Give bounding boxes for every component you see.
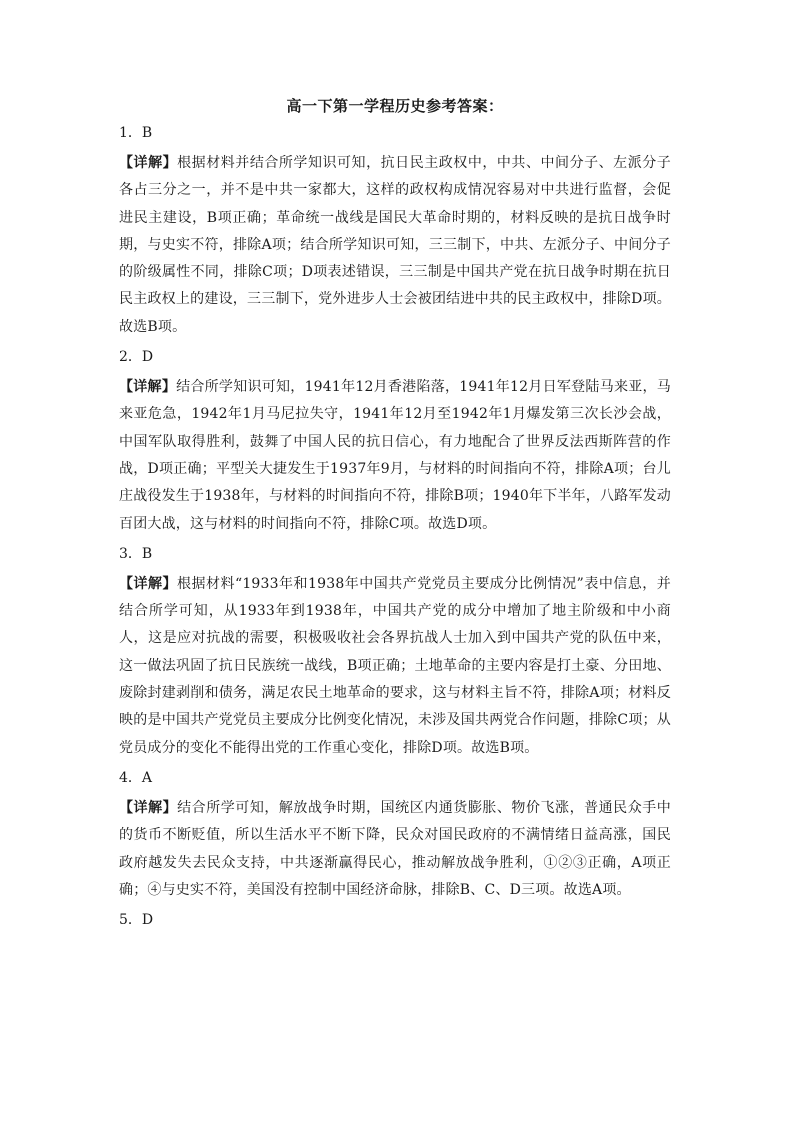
explanation-tag: 【详解】 xyxy=(119,155,178,171)
question-number-1: 1．B xyxy=(119,125,153,141)
explanation-tag: 【详解】 xyxy=(119,575,177,592)
explanation-text: 结合所学可知，解放战争时期，国统区内通货膨胀、物价飞涨，普通民众手中的货币不断贬值，所以生活水平不断下降，民众对国民政府的不满情绪日益高涨，国民政府越发失去民众支持，中共逐渐赢得民心，推动解放战争胜利，①②③正确，A项正确；④与史实不符，美国没有控制中国经济命脉，排除B、C、D三项。故选A项。 xyxy=(119,799,671,898)
explanation-text: 根据材料“1933年和1938年中国共产党党员主要成分比例情况”表中信息，并结合所学可知，从1933年到1938年，中国共产党的成分中增加了地主阶级和中小商人，这是应对抗战的需要，积极吸收社会各界抗战人士加入到中国共产党的队伍中来，这一做法巩固了抗日民族统一战线，B项正确；土地革命的主要内容是打土豪、分田地、废除封建剥削和债务，满足农民土地革命的要求，这与材料主旨不符，排除A项；材料反映的是中国共产党党员主要成分比例变化情况，未涉及国共两党合作问题，排除C项；从党员成分的变化不能得出党的工作重心变化，排除D项。故选B项。 xyxy=(119,575,671,756)
explanation-1 xyxy=(119,150,671,341)
explanation-tag: 【详解】 xyxy=(119,379,177,396)
explanation-2 xyxy=(119,374,671,538)
question-number-3: 3．B xyxy=(119,545,153,562)
question-number-5: 5．D xyxy=(119,912,154,929)
question-number-2: 2．D xyxy=(119,349,154,366)
explanation-text: 根据材料并结合所学知识可知，抗日民主政权中，中共、中间分子、左派分子各占三分之一，并不是中共一家都大，这样的政权构成情况容易对中共进行监督，会促进民主建设，B项正确；革命统一战线是国民大革命时期的，材料反映的是抗日战争时期，与史实不符，排除A项；结合所学知识可知，三三制下，中共、左派分子、中间分子的阶级属性不同，排除C项；D项表述错误，三三制是中国共产党在抗日战争时期在抗日民主政权上的建设，三三制下，党外进步人士会被团结进中共的民主政权中，排除D项。故选B项。 xyxy=(119,155,671,335)
question-number-4: 4．A xyxy=(119,769,153,786)
explanation-4 xyxy=(119,795,671,904)
explanation-3 xyxy=(119,571,671,762)
explanation-text: 结合所学知识可知，1941年12月香港陷落，1941年12月日军登陆马来亚，马来亚危急，1942年1月马尼拉失守，1941年12月至1942年1月爆发第三次长沙会战，中国军队取得胜利，鼓舞了中国人民的抗日信心，有力地配合了世界反法西斯阵营的作战，D项正确；平型关大捷发生于1937年9月，与材料的时间指向不符，排除A项；台儿庄战役发生于1938年，与材料的时间指向不符，排除B项；1940年下半年，八路军发动百团大战，这与材料的时间指向不符，排除C项。故选D项。 xyxy=(119,379,672,532)
page-title: 高一下第一学程历史参考答案： xyxy=(286,97,504,115)
answer-document xyxy=(119,96,671,937)
explanation-tag: 【详解】 xyxy=(119,799,178,816)
